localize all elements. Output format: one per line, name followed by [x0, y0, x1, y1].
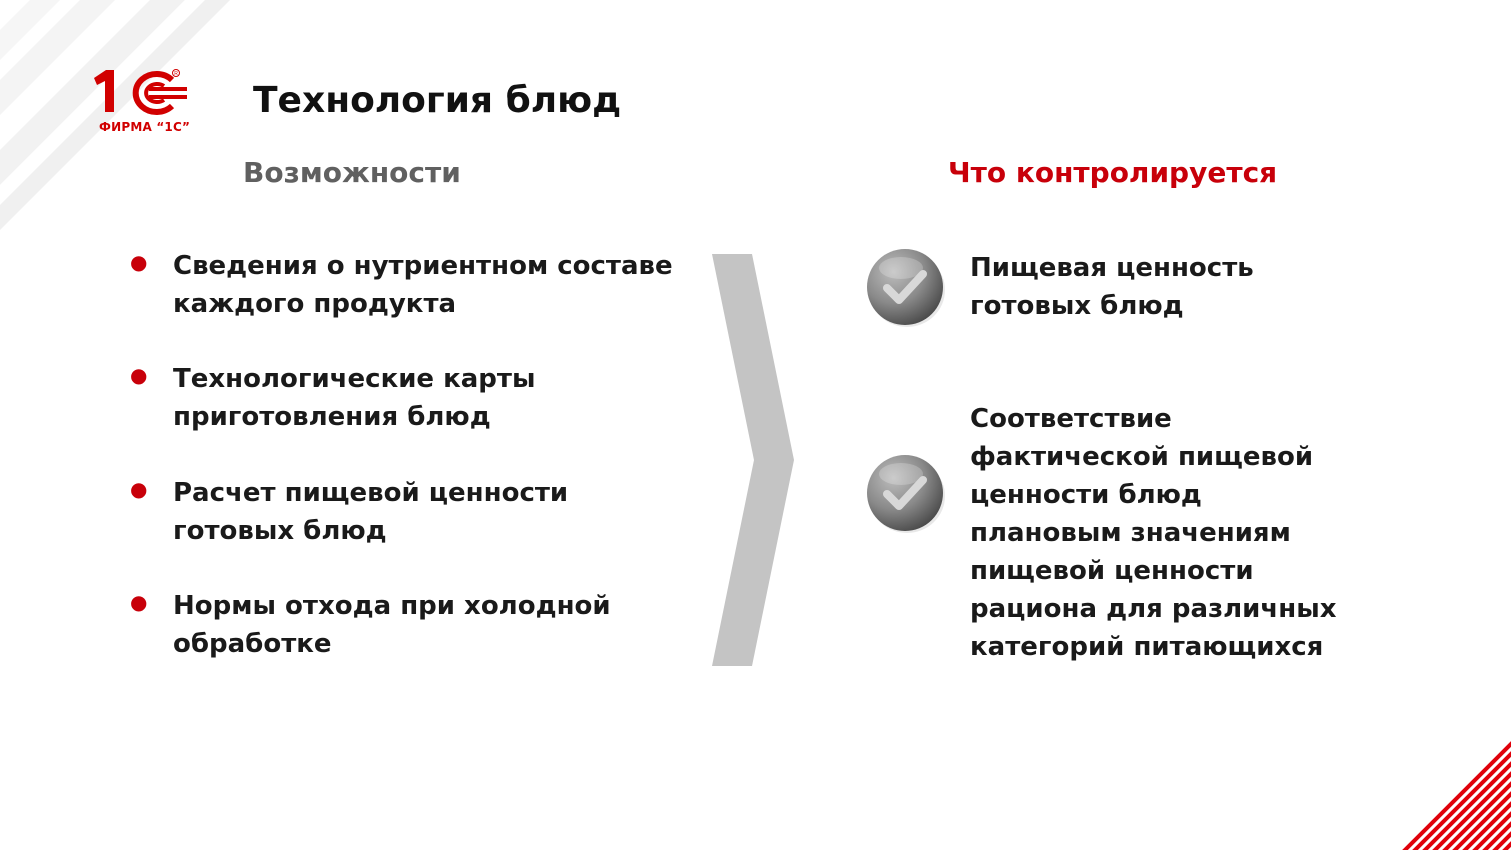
controlled-item-text: Соответствие фактической пищевой ценности блюд плановым значениям пищевой ценности рациона для различных категорий питающихся: [970, 404, 1337, 662]
left-column-heading: Возможности: [243, 156, 461, 189]
page-title: Технология блюд: [253, 80, 622, 121]
check-circle-icon: [865, 452, 947, 534]
logo-caption: ФИРМА “1С”: [99, 120, 191, 134]
svg-text:R: R: [174, 71, 178, 77]
check-circle-icon: [865, 246, 947, 328]
list-item-text: Нормы отхода при холодной обработке: [173, 591, 611, 659]
logo-1c-mark-icon: [92, 68, 190, 116]
bullet-dot-icon: ●: [130, 590, 148, 614]
bullet-dot-icon: ●: [130, 250, 148, 274]
decorative-stripes-bottom-right: [1401, 740, 1511, 850]
firm-1c-logo: [92, 68, 192, 136]
list-item-text: Технологические карты приготовления блюд: [173, 364, 536, 432]
list-item-text: Сведения о нутриентном составе каждого продукта: [173, 251, 673, 319]
bullet-dot-icon: ●: [130, 477, 148, 501]
right-column-heading: Что контролируется: [948, 156, 1278, 189]
chevron-right-icon: [710, 254, 796, 666]
list-item-text: Расчет пищевой ценности готовых блюд: [173, 478, 569, 546]
bullet-dot-icon: ●: [130, 363, 148, 387]
controlled-item-text: Пищевая ценность готовых блюд: [970, 253, 1254, 321]
